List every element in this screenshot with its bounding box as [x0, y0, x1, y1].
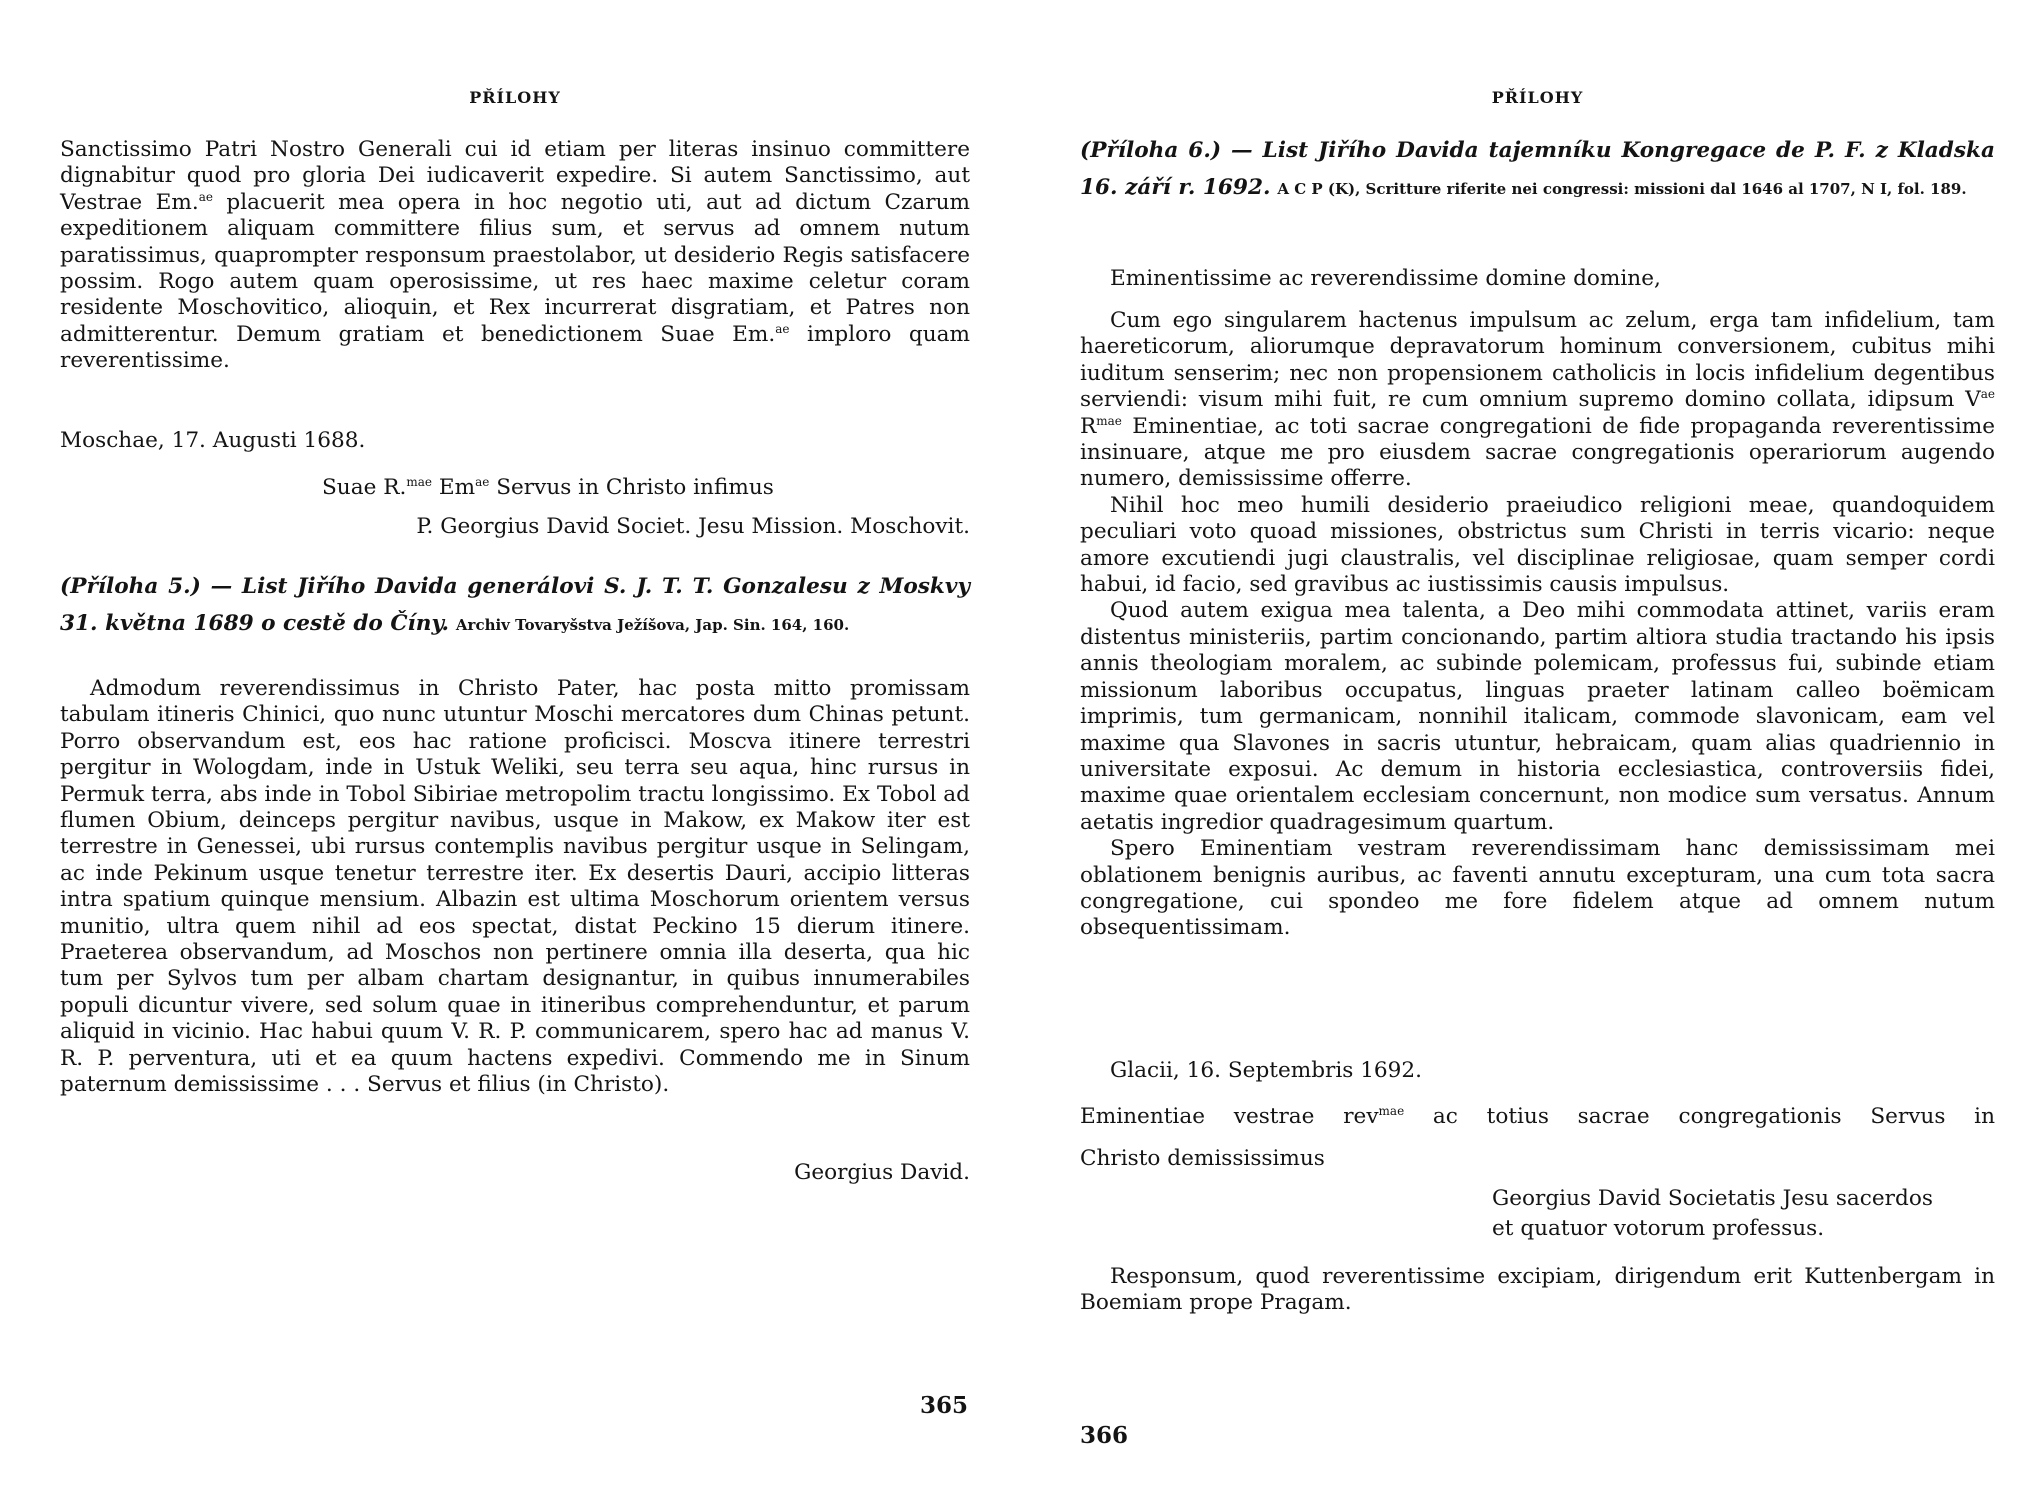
right-page: [1080, 0, 1995, 1500]
appendix-6-body: Cum ego singularem hactenus impulsum ac zelum, erga tam infidelium, tam haereticorum, aliorumque depravatorum hominum conversionem, cubitus mihi iuditum senserim; nec non propensionem catholicis in locis infidelium degentibus serviendi: visum mihi fuit, re cum omnium supremo domino collata, idipsum $V^{ae}$ $R^{mae}$ Eminentiae, ac toti sacrae congregationi de fide propaganda reverentissime insinuare, atque me pro eiusdem sacrae congregationis operariorum augendo numero, demississime offerre. Nihil hoc meo humili desiderio praeiudico religioni meae, quandoquidem peculiari voto quoad missiones, obstrictus sum Christi in terris vicario: neque amore excutiendi jugi claustralis, vel disciplinae religiosae, quam semper cordi habui, id facio, sed gravibus ac iustissimis causis impulsus. Quod autem exigua mea talenta, a Deo mihi commodata attinet, variis eram distentus ministeriis, partim concionando, partim altiora studia tractando his ipsis annis theologiam moralem, ac subinde polemicam, professus fui, subinde etiam missionum laboribus occupatus, linguas praeter latinam calleo boëmicam imprimis, tum germanicam, nonnihil italicam, commode slavonicam, eam vel maxime qua Slavones in sacris utuntur, hebraicam, quam alias quadriennio in universitate exposui. Ac demum in historia ecclesiastica, controversiis fidei, maxime quae orientalem ecclesiam concernunt, non modice sum versatus. Annum aetatis ingredior quadragesimum quartum. Spero Eminentiam vestram reverendissimam hanc demississimam mei oblationem benignis auribus, ac faventi annutu excepturam, una cum tota sacra congregatione, cui spondeo me fore fidelem atque ad omnem nutum obsequentissimam.: [1080, 308, 1995, 941]
left-page: [60, 0, 970, 1500]
appendix-5-body: Admodum reverendissimus in Christo Pater, hac posta mitto promissam tabulam itineris Chinici, quo nunc utuntur Moschi mercatores dum Chinas petunt. Porro observandum est, eos hac ratione proficisci. Moscva itinere terrestri pergitur in Wologdam, inde in Ustuk Weliki, seu terra seu aqua, hinc rursus in Permuk terra, abs inde in Tobol Sibiriae metropolim tractu longissimo. Ex Tobol ad flumen Obium, deinceps pergitur navibus, usque in Makow, ex Makow iter est terrestre in Genessei, ubi rursus contemplis navibus pergitur usque in Selingam, ac inde Pekinum usque tenetur terrestre iter. Ex desertis Dauri, accipio litteras intra spatium quinque mensium. Albazin est ultima Moschorum orientem versus munitio, ultra quem nihil ad eos spectat, distat Peckino 15 dierum itinere. Praeterea observandum, ad Moschos non pertinere omnia illa deserta, qua hic tum per Sylvos tum per albam chartam designantur, in quibus innumerabiles populi dicuntur vivere, sed solum quae in itineribus comprehenduntur, et parum aliquid in vicinio. Hac habui quum V. R. P. communicarem, spero hac ad manus V. R. P. perventura, uti et ea quum hactens expedivi. Commendo me in Sinum paternum demississime . . . Servus et filius (in Christo).: [60, 676, 970, 1098]
signature-line-2: P. Georgius David Societ. Jesu Mission. Moschovit.: [416, 514, 970, 539]
running-header: PŘÍLOHY: [1491, 88, 1584, 107]
postscript: Responsum, quod reverentissime excipiam, dirigendum erit Kuttenbergam in Boemiam prope Pragam.: [1080, 1264, 1995, 1316]
letter-date: Moschae, 17. Augusti 1688.: [60, 428, 366, 453]
page-number: 365: [920, 1392, 969, 1419]
appendix-6-heading: (Příloha 6.) — List Jiřího Davida tajemníku Kongregace de P. F. z Kladska 16. září r. 1692. A C P (K), Scritture riferite nei congressi: missioni dal 1646 al 1707, N I, fol. 189.: [1080, 138, 1995, 200]
signature-line-2: et quatuor votorum professus.: [1492, 1216, 1825, 1241]
running-header: PŘÍLOHY: [469, 88, 561, 107]
page-number: 366: [1080, 1422, 1129, 1449]
signature-line-1: Suae R.$^{mae}$ $Em^{ae}$ Servus in Christo infimus: [322, 475, 774, 500]
closing-line-2: Christo demississimus: [1080, 1146, 1325, 1171]
appendix-5-signature: Georgius David.: [794, 1160, 970, 1185]
letter-date: Glacii, 16. Septembris 1692.: [1110, 1058, 1423, 1083]
closing-line-1: Eminentiae vestrae rev$^{mae}$ ac totius sacrae congregationis Servus in: [1080, 1104, 1996, 1129]
salutation: Eminentissime ac reverendissime domine domine,: [1110, 266, 1661, 291]
letter-ending-paragraph: Sanctissimo Patri Nostro Generali cui id etiam per literas insinuo committere dignabitur quod pro gloria Dei iudicaverit expedire. Si autem Sanctissimo, aut Vestrae Em.$^{ae}$ placuerit mea opera in hoc negotio uti, aut ad dictum Czarum expeditionem aliquam committere filius sum, et servus ad omnem nutum paratissimus, quaprompter responsum praestolabor, ut desiderio Regis satisfacere possim. Rogo autem quam operosissime, ut res haec maxime celetur coram residente Moschovitico, alioquin, et Rex incurrerat disgratiam, et Patres non admitterentur. Demum gratiam et benedictionem Suae Em.$^{ae}$ imploro quam reverentissime.: [60, 137, 970, 374]
appendix-5-heading: (Příloha 5.) — List Jiřího Davida generálovi S. J. T. T. Gonzalesu z Moskvy 31. května 1689 o cestě do Číny. Archiv Tovaryšstva Ježíšova, Jap. Sin. 164, 160.: [60, 574, 970, 636]
signature-line-1: Georgius David Societatis Jesu sacerdos: [1492, 1186, 1933, 1211]
